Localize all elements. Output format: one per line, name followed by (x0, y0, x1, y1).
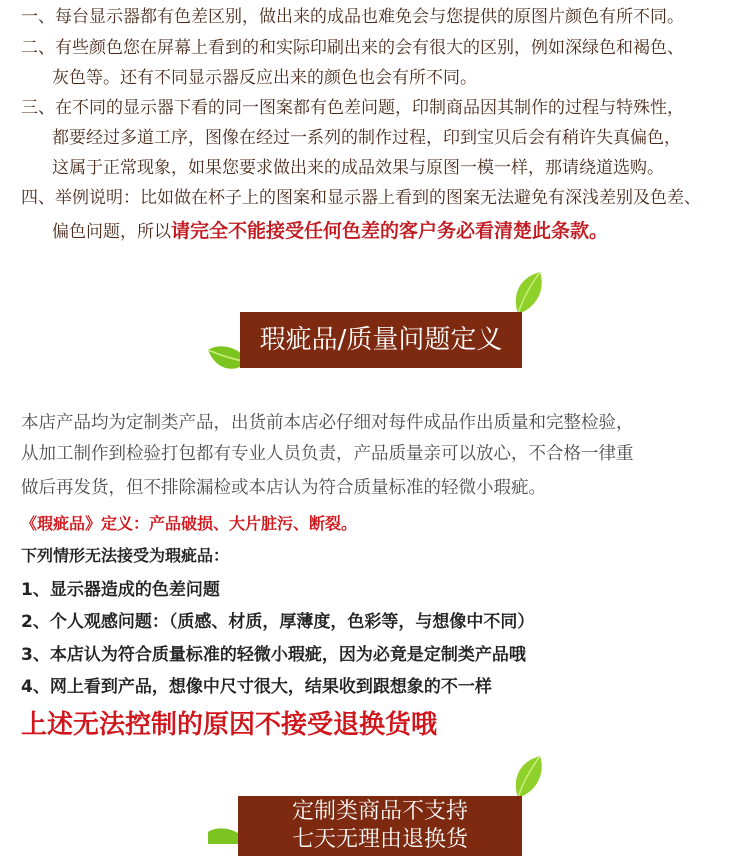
list-item: 1、显示器造成的色差问题 (21, 580, 220, 600)
list-heading: 下列情形无法接受为瑕疵品： (21, 546, 230, 565)
banner-line-1: 定制类商品不支持 (291, 799, 468, 824)
policy-paragraph-line-1: 本店产品均为定制类产品，出货前本店必仔细对每件成品作出质量和完整检验， (21, 413, 634, 433)
leaf-icon (510, 270, 546, 316)
note-last-prefix: 偏色问题，所以 (52, 222, 171, 242)
note-line-1: 一、每台显示器都有色差区别，做出来的成品也难免会与您提供的原图片颜色有所不同。 (21, 7, 684, 27)
section-title: 瑕疵品/质量问题定义 (259, 325, 503, 355)
banner-line-2: 七天无理由退换货 (291, 827, 468, 852)
note-line-5: 都要经过多道工序，图像在经过一系列的制作过程，印到宝贝后会有稍许失真偏色， (52, 128, 681, 148)
leaf-icon (510, 754, 546, 800)
note-emphasis: 请完全不能接受任何色差的客户务必看清楚此条款。 (171, 220, 609, 242)
no-return-banner (238, 796, 522, 856)
defect-definition-banner (240, 312, 522, 368)
list-item: 3、本店认为符合质量标准的轻微小瑕疵，因为必竟是定制类产品哦 (21, 645, 526, 665)
list-item: 4、网上看到产品，想像中尺寸很大，结果收到跟想象的不一样 (21, 677, 492, 697)
note-line-2: 二、有些颜色您在屏幕上看到的和实际印刷出来的会有很大的区别，例如深绿色和褐色、 (21, 38, 684, 58)
policy-paragraph-line-2: 从加工制作到检验打包都有专业人员负责，产品质量亲可以放心，不合格一律重 (21, 444, 634, 464)
list-item: 2、个人观感问题：（质感、材质，厚薄度，色彩等，与想像中不同） (21, 612, 535, 632)
defect-definition: 《瑕疵品》定义：产品破损、大片脏污、断裂。 (21, 514, 358, 533)
note-line-8 (52, 220, 608, 243)
no-return-warning: 上述无法控制的原因不接受退换货哦 (21, 710, 438, 740)
policy-paragraph-line-3: 做后再发货，但不排除漏检或本店认为符合质量标准的轻微小瑕疵。 (21, 478, 546, 498)
note-line-4: 三、在不同的显示器下看的同一图案都有色差问题，印制商品因其制作的过程与特殊性， (21, 98, 684, 118)
note-line-7: 四、举例说明：比如做在杯子上的图案和显示器上看到的图案无法避免有深浅差别及色差、 (21, 188, 701, 208)
note-line-3: 灰色等。还有不同显示器反应出来的颜色也会有所不同。 (52, 68, 477, 88)
note-line-6: 这属于正常现象，如果您要求做出来的成品效果与原图一模一样，那请绕道选购。 (52, 158, 664, 178)
